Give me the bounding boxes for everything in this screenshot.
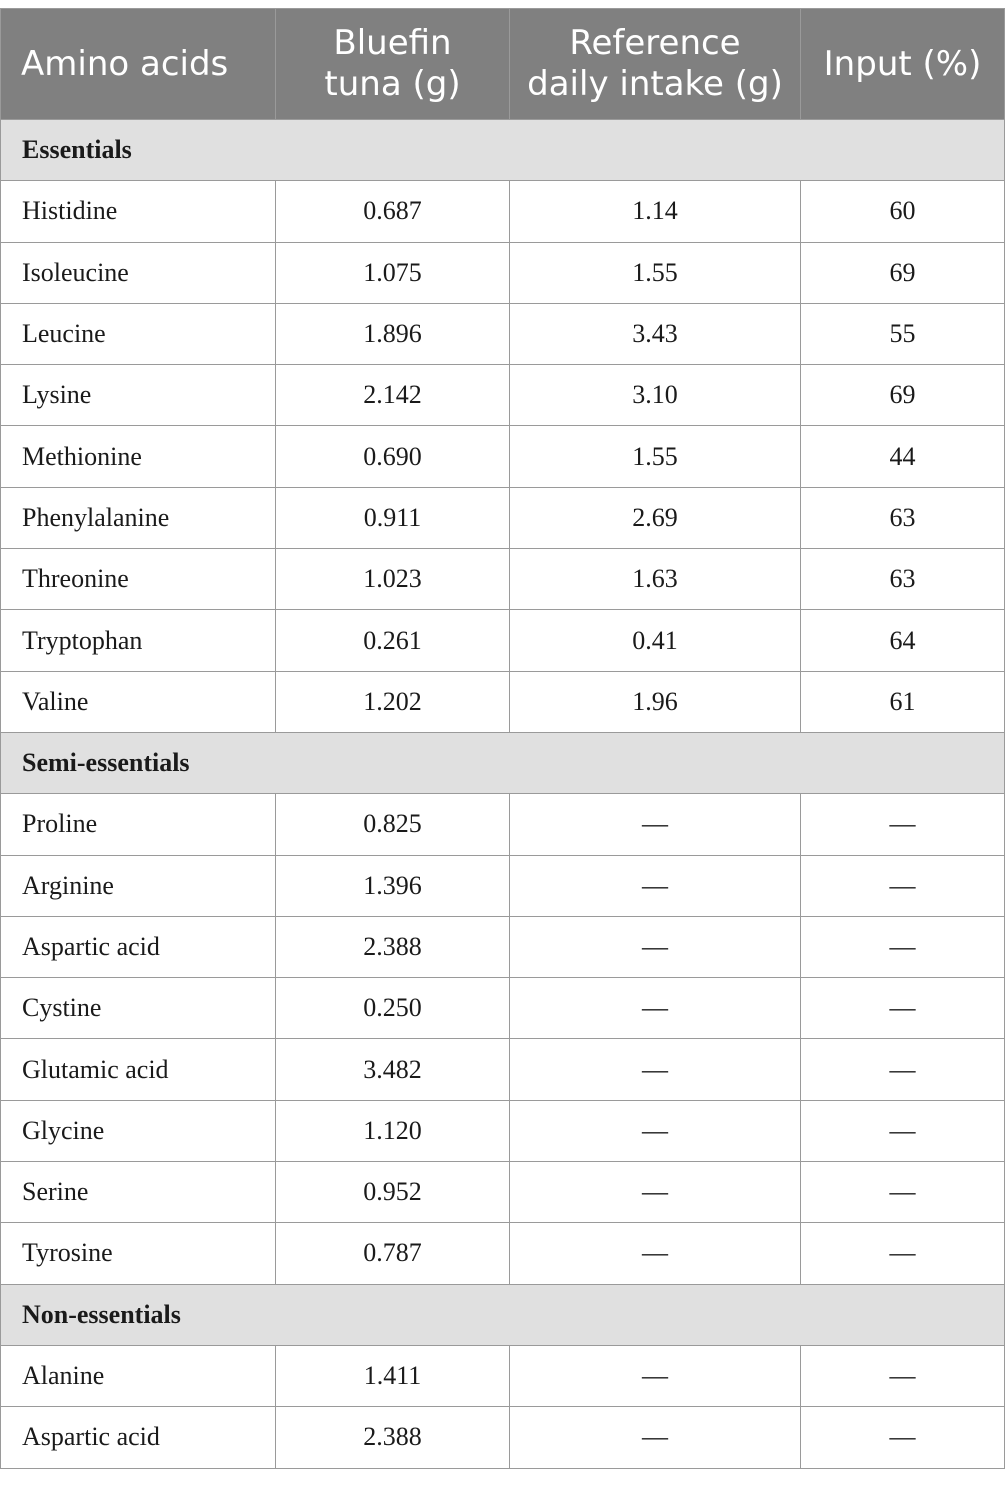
section-title: Essentials <box>1 120 1005 181</box>
table-row <box>1 426 1005 487</box>
bluefin-tuna-value: 3.482 <box>276 1039 510 1100</box>
reference-intake-value: — <box>510 1223 801 1284</box>
header-bluefin-line2: tuna (g) <box>324 64 461 104</box>
table-row <box>1 487 1005 548</box>
section-title: Semi-essentials <box>1 732 1005 793</box>
input-percent-value: 44 <box>801 426 1005 487</box>
bluefin-tuna-value: 0.687 <box>276 181 510 242</box>
input-percent-value: — <box>801 978 1005 1039</box>
table-row <box>1 855 1005 916</box>
bluefin-tuna-value: 1.396 <box>276 855 510 916</box>
amino-acid-name: Arginine <box>1 855 276 916</box>
table-row <box>1 1223 1005 1284</box>
section-row <box>1 732 1005 793</box>
input-percent-value: 60 <box>801 181 1005 242</box>
table-row <box>1 978 1005 1039</box>
table-body <box>1 120 1005 1469</box>
bluefin-tuna-value: 2.142 <box>276 365 510 426</box>
reference-intake-value: — <box>510 1407 801 1468</box>
reference-intake-value: 1.55 <box>510 242 801 303</box>
bluefin-tuna-value: 1.411 <box>276 1345 510 1406</box>
amino-acid-name: Tyrosine <box>1 1223 276 1284</box>
input-percent-value: — <box>801 1100 1005 1161</box>
bluefin-tuna-value: 0.250 <box>276 978 510 1039</box>
amino-acid-name: Isoleucine <box>1 242 276 303</box>
reference-intake-value: 1.63 <box>510 549 801 610</box>
table-row <box>1 365 1005 426</box>
bluefin-tuna-value: 1.120 <box>276 1100 510 1161</box>
reference-intake-value: — <box>510 978 801 1039</box>
bluefin-tuna-value: 0.787 <box>276 1223 510 1284</box>
amino-acid-name: Lysine <box>1 365 276 426</box>
reference-intake-value: — <box>510 1162 801 1223</box>
amino-acid-name: Glutamic acid <box>1 1039 276 1100</box>
reference-intake-value: 3.43 <box>510 303 801 364</box>
header-reference-line1: Reference <box>569 23 741 63</box>
section-row <box>1 120 1005 181</box>
bluefin-tuna-value: 2.388 <box>276 1407 510 1468</box>
bluefin-tuna-value: 1.075 <box>276 242 510 303</box>
amino-acid-name: Methionine <box>1 426 276 487</box>
table-row <box>1 794 1005 855</box>
bluefin-tuna-value: 0.261 <box>276 610 510 671</box>
section-row <box>1 1284 1005 1345</box>
input-percent-value: 69 <box>801 365 1005 426</box>
input-percent-value: 63 <box>801 487 1005 548</box>
table-row <box>1 181 1005 242</box>
amino-acid-name: Cystine <box>1 978 276 1039</box>
input-percent-value: — <box>801 1345 1005 1406</box>
input-percent-value: 61 <box>801 671 1005 732</box>
bluefin-tuna-value: 0.911 <box>276 487 510 548</box>
input-percent-value: — <box>801 1223 1005 1284</box>
input-percent-value: 55 <box>801 303 1005 364</box>
amino-acid-name: Alanine <box>1 1345 276 1406</box>
reference-intake-value: — <box>510 1100 801 1161</box>
table-row <box>1 671 1005 732</box>
input-percent-value: — <box>801 1162 1005 1223</box>
amino-acid-name: Serine <box>1 1162 276 1223</box>
reference-intake-value: 1.55 <box>510 426 801 487</box>
reference-intake-value: 0.41 <box>510 610 801 671</box>
table-row <box>1 610 1005 671</box>
table-row <box>1 1100 1005 1161</box>
table-row <box>1 242 1005 303</box>
table-row <box>1 303 1005 364</box>
table-row <box>1 1162 1005 1223</box>
bluefin-tuna-value: 0.952 <box>276 1162 510 1223</box>
input-percent-value: — <box>801 1039 1005 1100</box>
header-bluefin-line1: Bluefin <box>333 23 452 63</box>
amino-acid-name: Tryptophan <box>1 610 276 671</box>
header-input-percent <box>801 9 1005 120</box>
bluefin-tuna-value: 0.825 <box>276 794 510 855</box>
table-header <box>1 9 1005 120</box>
table-row <box>1 1039 1005 1100</box>
reference-intake-value: — <box>510 916 801 977</box>
input-percent-value: — <box>801 916 1005 977</box>
amino-acid-name: Proline <box>1 794 276 855</box>
bluefin-tuna-value: 1.202 <box>276 671 510 732</box>
table-row <box>1 1407 1005 1468</box>
header-input-label: Input (%) <box>823 43 982 84</box>
input-percent-value: — <box>801 794 1005 855</box>
table-row <box>1 916 1005 977</box>
bluefin-tuna-value: 1.023 <box>276 549 510 610</box>
header-amino-acids <box>1 9 276 120</box>
amino-acid-table <box>0 8 1005 1469</box>
reference-intake-value: 3.10 <box>510 365 801 426</box>
header-amino-acids-label: Amino acids <box>21 43 229 84</box>
input-percent-value: — <box>801 855 1005 916</box>
input-percent-value: 69 <box>801 242 1005 303</box>
amino-acid-name: Glycine <box>1 1100 276 1161</box>
reference-intake-value: — <box>510 855 801 916</box>
reference-intake-value: 1.14 <box>510 181 801 242</box>
header-bluefin-tuna <box>276 9 510 120</box>
reference-intake-value: — <box>510 1039 801 1100</box>
header-reference-line2: daily intake (g) <box>527 64 783 104</box>
input-percent-value: 64 <box>801 610 1005 671</box>
table-row <box>1 549 1005 610</box>
amino-acid-name: Threonine <box>1 549 276 610</box>
table-row <box>1 1345 1005 1406</box>
bluefin-tuna-value: 2.388 <box>276 916 510 977</box>
amino-acid-name: Aspartic acid <box>1 1407 276 1468</box>
amino-acid-name: Phenylalanine <box>1 487 276 548</box>
section-title: Non-essentials <box>1 1284 1005 1345</box>
bluefin-tuna-value: 1.896 <box>276 303 510 364</box>
reference-intake-value: — <box>510 1345 801 1406</box>
header-reference-intake <box>510 9 801 120</box>
bluefin-tuna-value: 0.690 <box>276 426 510 487</box>
amino-acid-name: Histidine <box>1 181 276 242</box>
amino-acid-name: Valine <box>1 671 276 732</box>
reference-intake-value: 2.69 <box>510 487 801 548</box>
amino-acid-name: Leucine <box>1 303 276 364</box>
reference-intake-value: 1.96 <box>510 671 801 732</box>
header-row <box>1 9 1005 120</box>
amino-acid-name: Aspartic acid <box>1 916 276 977</box>
reference-intake-value: — <box>510 794 801 855</box>
input-percent-value: 63 <box>801 549 1005 610</box>
input-percent-value: — <box>801 1407 1005 1468</box>
